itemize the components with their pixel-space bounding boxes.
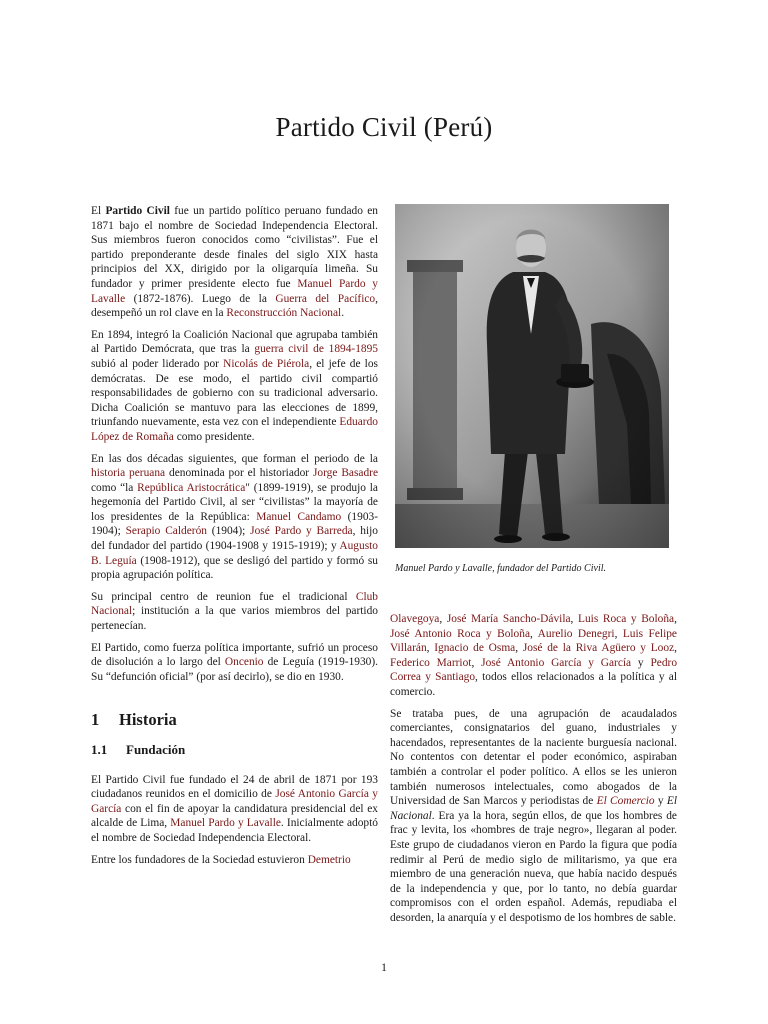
text-run: En 1894, integró la Coalición Nacional que agrupaba también al Partido Demócrata, que tras la bbox=[91, 328, 378, 356]
text-run: , bbox=[439, 613, 447, 625]
paragraph bbox=[390, 707, 677, 926]
wiki-link[interactable]: Ignacio de Osma bbox=[434, 642, 516, 655]
wiki-link[interactable]: José Pardo y Barreda bbox=[250, 525, 353, 538]
text-run: y bbox=[654, 795, 667, 808]
wiki-link[interactable]: Nicolás de Piérola bbox=[223, 357, 310, 370]
wiki-link[interactable]: Club Nacional bbox=[91, 590, 378, 618]
wiki-link[interactable]: José Antonio Roca y Boloña bbox=[390, 627, 531, 640]
text-run: , bbox=[674, 642, 677, 655]
text-run: subió al poder liderado por bbox=[91, 357, 224, 370]
text-run: (1903-1904); bbox=[91, 510, 378, 538]
text-run: (1908-1912), que se desligó del partido y formó su propia agrupación política. bbox=[91, 554, 378, 582]
text-run: El Partido Civil fue fundado el 24 de abril de 1871 por 193 ciudadanos reunidos en el domicilio de bbox=[91, 773, 378, 801]
paragraph bbox=[91, 204, 378, 321]
text-run: , bbox=[426, 642, 435, 655]
paragraph bbox=[91, 452, 378, 583]
text-run: ; institución a la que varios miembros del partido pertenecían. bbox=[91, 605, 378, 633]
text-run: El bbox=[91, 205, 106, 217]
text-run: El Partido, como fuerza política importante, sufrió un proceso de disolución a lo largo del bbox=[91, 641, 378, 669]
text-run: , hijo del fundador del partido (1904-1908 y 1915-1919); y bbox=[91, 525, 379, 553]
paragraph bbox=[390, 612, 677, 700]
text-run: , bbox=[674, 613, 677, 625]
text-run: como presidente. bbox=[173, 430, 255, 443]
subsection-heading bbox=[91, 743, 378, 758]
text-run: fue un partido político peruano fundado en 1871 bajo el nombre de Sociedad Independencia Electoral. Sus miembros fueron conocidos como “civilistas”. Fue el partido preponderante desde finales del siglo XIX hasta principios del XX, dirigido por la oligarquía limeña. Su fundador y primer presidente electo fue bbox=[91, 205, 378, 290]
wiki-link[interactable]: Federico Marriot bbox=[390, 656, 472, 669]
wiki-link[interactable]: Oncenio bbox=[224, 656, 264, 669]
wiki-link[interactable]: Serapio Calderón bbox=[125, 525, 207, 538]
text-run: (1872-1876). Luego de la bbox=[125, 292, 276, 305]
text-run: , bbox=[515, 642, 523, 655]
page-number: 1 bbox=[381, 960, 387, 974]
text-run: , bbox=[570, 613, 579, 625]
text-run: . Inicialmente adoptó el nombre de Sociedad Independencia Electoral. bbox=[91, 817, 378, 844]
right-column bbox=[390, 612, 677, 932]
wiki-link[interactable]: José de la Riva Agüero y Looz bbox=[522, 642, 675, 655]
heading-text: Historia bbox=[119, 710, 177, 730]
text-run: . Era ya la hora, según ellos, de que los hombres de frac y levita, los «hombres de traje negro», llegaran al poder. Este grupo de ciudadanos vieron en Pardo la figura que podía redimir al Perú de medio siglo de militarismo, ya que era miembro de una generación nueva, que había nacido después de la independencia y que, por lo tanto, no debía guardar compromisos con el orden español. Además, repudiaba el desorden, la anarquía y el despotismo de los hombres de sable. bbox=[390, 809, 677, 924]
italic-text: El Nacional bbox=[390, 795, 677, 822]
wiki-link[interactable]: El Comercio bbox=[596, 795, 655, 808]
wiki-link[interactable]: guerra civil de 1894-1895 bbox=[254, 343, 378, 356]
wiki-link[interactable]: Luis Felipe Villarán bbox=[390, 627, 677, 655]
text-run: denominada por el historiador bbox=[165, 467, 313, 480]
text-run: como “la bbox=[91, 481, 138, 494]
page-title: Partido Civil (Perú) bbox=[275, 112, 493, 142]
heading-text: Fundación bbox=[126, 742, 186, 757]
left-column bbox=[91, 204, 378, 874]
paragraph bbox=[91, 773, 378, 846]
wiki-link[interactable]: Aurelio Denegri bbox=[537, 627, 615, 640]
text-run: , bbox=[471, 656, 482, 669]
text-run: de Leguía (1919-1930). Su “defunción oficial” (por así decirlo), se dio en 1930. bbox=[91, 656, 378, 683]
text-run: , desempeñó un rol clave en la bbox=[91, 292, 378, 320]
heading-number: 1 bbox=[91, 710, 100, 730]
heading-number: 1.1 bbox=[91, 742, 108, 757]
wiki-link[interactable]: José María Sancho-Dávila bbox=[446, 613, 571, 625]
wiki-link[interactable]: Augusto B. Leguía bbox=[91, 540, 378, 567]
wiki-link[interactable]: República Aristocrática bbox=[137, 481, 246, 494]
paragraph bbox=[91, 590, 378, 634]
wiki-link[interactable]: Reconstrucción Nacional bbox=[226, 307, 342, 320]
bold-text: Partido Civil bbox=[105, 205, 170, 217]
text-run: Su principal centro de reunion fue el tradicional bbox=[91, 590, 356, 603]
wiki-link[interactable]: Olavegoya bbox=[390, 613, 440, 625]
text-run: . bbox=[341, 307, 345, 320]
portrait-photo bbox=[395, 204, 669, 548]
text-run: , el jefe de los demócratas. De ese modo, el partido civil compartió responsabilidades de gobierno con su tradicional adversario. Dicha Coalición se mantuvo para las elecciones de 1899, triunfando nuevamente, esta vez con el independiente bbox=[91, 357, 378, 429]
text-run: , bbox=[530, 627, 538, 640]
text-run: En las dos décadas siguientes, que forman el periodo de la bbox=[91, 452, 378, 465]
figure bbox=[395, 204, 669, 575]
wiki-link[interactable]: Manuel Candamo bbox=[256, 510, 342, 523]
text-run: (1904); bbox=[206, 525, 251, 538]
paragraph bbox=[91, 641, 378, 685]
text-run: con el fin de apoyar la candidatura presidencial del ex alcalde de Lima, bbox=[91, 802, 378, 830]
wiki-link[interactable]: Luis Roca y Boloña bbox=[578, 613, 675, 625]
wiki-link[interactable]: Pedro Correa y Santiago bbox=[390, 656, 678, 684]
wiki-link[interactable]: historia peruana bbox=[91, 467, 166, 480]
section-heading bbox=[91, 710, 378, 730]
text-run: , todos ellos relacionados a la política y al comercio. bbox=[390, 671, 677, 698]
wiki-link[interactable]: Manuel Pardo y Lavalle bbox=[91, 277, 378, 305]
wiki-link[interactable]: Guerra del Pacífico bbox=[275, 292, 376, 305]
wiki-link[interactable]: Demetrio bbox=[307, 853, 351, 866]
text-run: y bbox=[631, 656, 651, 669]
wiki-link[interactable]: José Antonio García y García bbox=[481, 656, 632, 669]
wiki-link[interactable]: Jorge Basadre bbox=[312, 467, 379, 480]
wiki-link[interactable]: José Antonio García y García bbox=[91, 788, 378, 815]
paragraph bbox=[91, 853, 378, 868]
text-run: Se trataba pues, de una agrupación de acaudalados comerciantes, consignatarios del guano, industriales y hacendados, representantes de la naciente burguesía nacional. No contentos con detentar el poder económico, aspiraban también a controlar el poder político. A ellos se les unieron también numerosos intelectuales, como abogados de la Universidad de San Marcos y periodistas de bbox=[390, 707, 677, 808]
figure-caption: Manuel Pardo y Lavalle, fundador del Partido Civil. bbox=[395, 563, 606, 574]
text-run: Entre los fundadores de la Sociedad estuvieron bbox=[91, 853, 308, 866]
wiki-link[interactable]: Manuel Pardo y Lavalle bbox=[170, 817, 281, 830]
paragraph bbox=[91, 328, 378, 445]
text-run: " (1899-1919), se produjo la hegemonía del Partido Civil, al ser “civilistas” la mayoría de los presidentes de la República: bbox=[91, 481, 378, 523]
text-run: , bbox=[614, 627, 623, 640]
wiki-link[interactable]: Eduardo López de Romaña bbox=[91, 416, 378, 443]
